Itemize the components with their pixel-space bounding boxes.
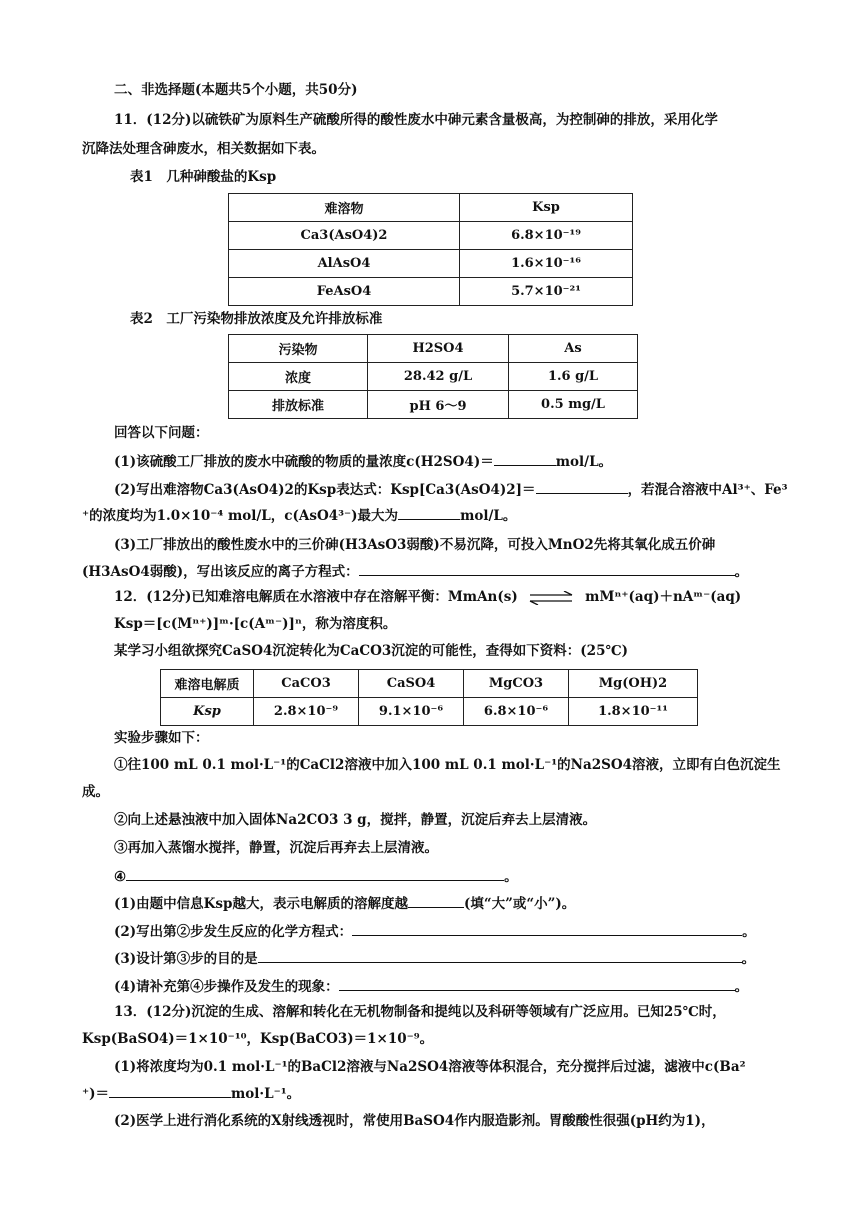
q12-question1 <box>114 893 575 914</box>
q11-part2-line2 <box>82 505 516 526</box>
table-row <box>229 335 638 363</box>
q11-part1-text: (1)该硫酸工厂排放的废水中硫酸的物质的量浓度c(H2SO4)＝ <box>114 454 494 470</box>
table-row <box>229 391 638 419</box>
table-cell: 0.5 mg/L <box>509 391 638 419</box>
table-cell: 难溶电解质 <box>161 670 254 698</box>
answer-blank[interactable] <box>494 451 556 466</box>
q12-line1 <box>114 587 741 607</box>
table-cell: As <box>509 335 638 363</box>
q13-part1-text: ⁺)＝ <box>82 1086 110 1102</box>
table-cell: AlAsO4 <box>229 250 460 278</box>
q13-part1-line2 <box>82 1083 300 1104</box>
table1-ksp <box>228 193 633 306</box>
table-cell: MgCO3 <box>464 670 569 698</box>
q12-step2: ②向上述悬浊液中加入固体Na2CO3 3 g，搅拌，静置，沉淀后弃去上层清液。 <box>114 812 597 828</box>
table-cell: 浓度 <box>229 363 368 391</box>
q11-part2-text: (2)写出难溶物Ca3(AsO4)2的Ksp表达式：Ksp[Ca3(AsO4)2]＝ <box>114 482 536 498</box>
answer-blank[interactable] <box>398 505 460 520</box>
table-cell: FeAsO4 <box>229 278 460 306</box>
q12-ksp-table <box>160 669 698 726</box>
table1-caption: 表1 几种砷酸盐的Ksp <box>130 169 277 185</box>
q13-line2: Ksp(BaSO4)＝1×10⁻¹⁰，Ksp(BaCO3)＝1×10⁻⁹。 <box>82 1031 434 1047</box>
q12-line3: 某学习小组欲探究CaSO4沉淀转化为CaCO3沉淀的可能性，查得如下资料：(25℃) <box>114 643 629 659</box>
end-mark: 。 <box>741 951 756 967</box>
table-cell: 2.8×10⁻⁹ <box>254 698 359 726</box>
table-cell: Mg(OH)2 <box>569 670 698 698</box>
q12-question3-text: (3)设计第③步的目的是 <box>114 951 258 967</box>
q11-prompt: 回答以下问题： <box>114 425 209 441</box>
q13-part1-tail: mol·L⁻¹。 <box>231 1086 301 1102</box>
answer-blank[interactable] <box>408 893 464 908</box>
q13-line1: 13．(12分)沉淀的生成、溶解和转化在无机物制备和提纯以及科研等领域有广泛应用。已知25℃时， <box>114 1004 726 1020</box>
q12-question4 <box>114 976 748 997</box>
table-cell: 9.1×10⁻⁶ <box>359 698 464 726</box>
table-cell: 污染物 <box>229 335 368 363</box>
answer-blank[interactable] <box>352 921 742 936</box>
q11-part2b-tail: mol/L。 <box>460 508 517 524</box>
q11-part1 <box>114 451 612 472</box>
q12-question2-text: (2)写出第②步发生反应的化学方程式： <box>114 924 353 940</box>
table-row <box>229 278 633 306</box>
table-row <box>161 698 698 726</box>
table-cell: Ca3(AsO4)2 <box>229 222 460 250</box>
q11-part2-tail: ，若混合溶液中Al³⁺、Fe³ <box>627 482 788 498</box>
answer-blank[interactable] <box>359 561 735 576</box>
end-mark: 。 <box>734 564 749 580</box>
table-cell: Ksp <box>161 698 254 726</box>
q11-part2-line1 <box>114 479 788 500</box>
table-header-cell: 难溶物 <box>229 194 460 222</box>
q11-part3-line1: (3)工厂排放出的酸性废水中的三价砷(H3AsO3弱酸)不易沉降，可投入MnO2先将其氧化成五价砷 <box>114 537 716 553</box>
q13-part1-line1: (1)将浓度均为0.1 mol·L⁻¹的BaCl2溶液与Na2SO4溶液等体积混合，充分搅拌后过滤，滤液中c(Ba² <box>114 1059 746 1075</box>
q12-line1-right: mMⁿ⁺(aq)＋nAᵐ⁻(aq) <box>585 589 742 605</box>
q11-stem-line1: 11．(12分)以硫铁矿为原料生产硫酸所得的酸性废水中砷元素含量极高，为控制砷的排放，采用化学 <box>114 112 718 128</box>
table-row <box>161 670 698 698</box>
q12-step1-line2: 成。 <box>82 784 109 800</box>
table-cell: H2SO4 <box>368 335 509 363</box>
q11-part3-text: (H3AsO4弱酸)，写出该反应的离子方程式： <box>82 564 359 580</box>
table-row <box>229 222 633 250</box>
table-header-cell: Ksp <box>460 194 633 222</box>
q12-question2 <box>114 921 756 942</box>
table-row <box>229 194 633 222</box>
answer-blank[interactable] <box>536 479 628 494</box>
answer-blank[interactable] <box>339 976 735 991</box>
table-cell: 1.6 g/L <box>509 363 638 391</box>
table-row <box>229 250 633 278</box>
q11-part3-line2 <box>82 561 748 582</box>
table-cell: 6.8×10⁻¹⁹ <box>460 222 633 250</box>
q12-question4-text: (4)请补充第④步操作及发生的现象： <box>114 979 339 995</box>
q12-line2: Ksp＝[c(Mⁿ⁺)]ᵐ·[c(Aᵐ⁻)]ⁿ，称为溶度积。 <box>114 616 397 632</box>
q12-step3: ③再加入蒸馏水搅拌，静置，沉淀后再弃去上层清液。 <box>114 840 438 856</box>
table-cell: 5.7×10⁻²¹ <box>460 278 633 306</box>
table-cell: 6.8×10⁻⁶ <box>464 698 569 726</box>
table-cell: 1.6×10⁻¹⁶ <box>460 250 633 278</box>
q12-question1-tail: (填“大”或“小”)。 <box>463 896 576 912</box>
q13-part2: (2)医学上进行消化系统的X射线透视时，常使用BaSO4作内服造影剂。胃酸酸性很强(pH约为1)， <box>114 1113 715 1129</box>
q12-line1-text: 12．(12分)已知难溶电解质在水溶液中存在溶解平衡：MmAn(s) <box>114 589 518 605</box>
table-cell: pH 6～9 <box>368 391 509 419</box>
table-cell: CaSO4 <box>359 670 464 698</box>
q12-step4 <box>114 866 518 887</box>
answer-blank[interactable] <box>126 866 504 881</box>
q11-stem-line2: 沉降法处理含砷废水，相关数据如下表。 <box>82 141 325 157</box>
table2-emission <box>228 334 638 419</box>
answer-blank[interactable] <box>258 948 742 963</box>
table2-caption: 表2 工厂污染物排放浓度及允许排放标准 <box>130 311 383 327</box>
table-row <box>229 363 638 391</box>
q12-step4-text: ④ <box>114 869 127 885</box>
answer-blank[interactable] <box>109 1083 231 1098</box>
table-cell: CaCO3 <box>254 670 359 698</box>
q11-part2b-text: ⁺的浓度均为1.0×10⁻⁴ mol/L，c(AsO4³⁻)最大为 <box>82 508 399 524</box>
q12-step1-line1: ①往100 mL 0.1 mol·L⁻¹的CaCl2溶液中加入100 mL 0.1 mol·L⁻¹的Na2SO4溶液，立即有白色沉淀生 <box>114 757 781 773</box>
end-mark: 。 <box>504 869 518 885</box>
equilibrium-arrow-icon <box>528 591 574 605</box>
end-mark: 。 <box>734 979 749 995</box>
q12-question1-text: (1)由题中信息Ksp越大，表示电解质的溶解度越 <box>114 896 408 912</box>
end-mark: 。 <box>742 924 756 940</box>
q12-question3 <box>114 948 755 969</box>
table-cell: 1.8×10⁻¹¹ <box>569 698 698 726</box>
section-title: 二、非选择题(本题共5个小题，共50分) <box>114 82 358 98</box>
table-cell: 排放标准 <box>229 391 368 419</box>
table-cell: 28.42 g/L <box>368 363 509 391</box>
q12-steps-title: 实验步骤如下： <box>114 730 209 746</box>
q11-part1-tail: mol/L。 <box>555 454 613 470</box>
